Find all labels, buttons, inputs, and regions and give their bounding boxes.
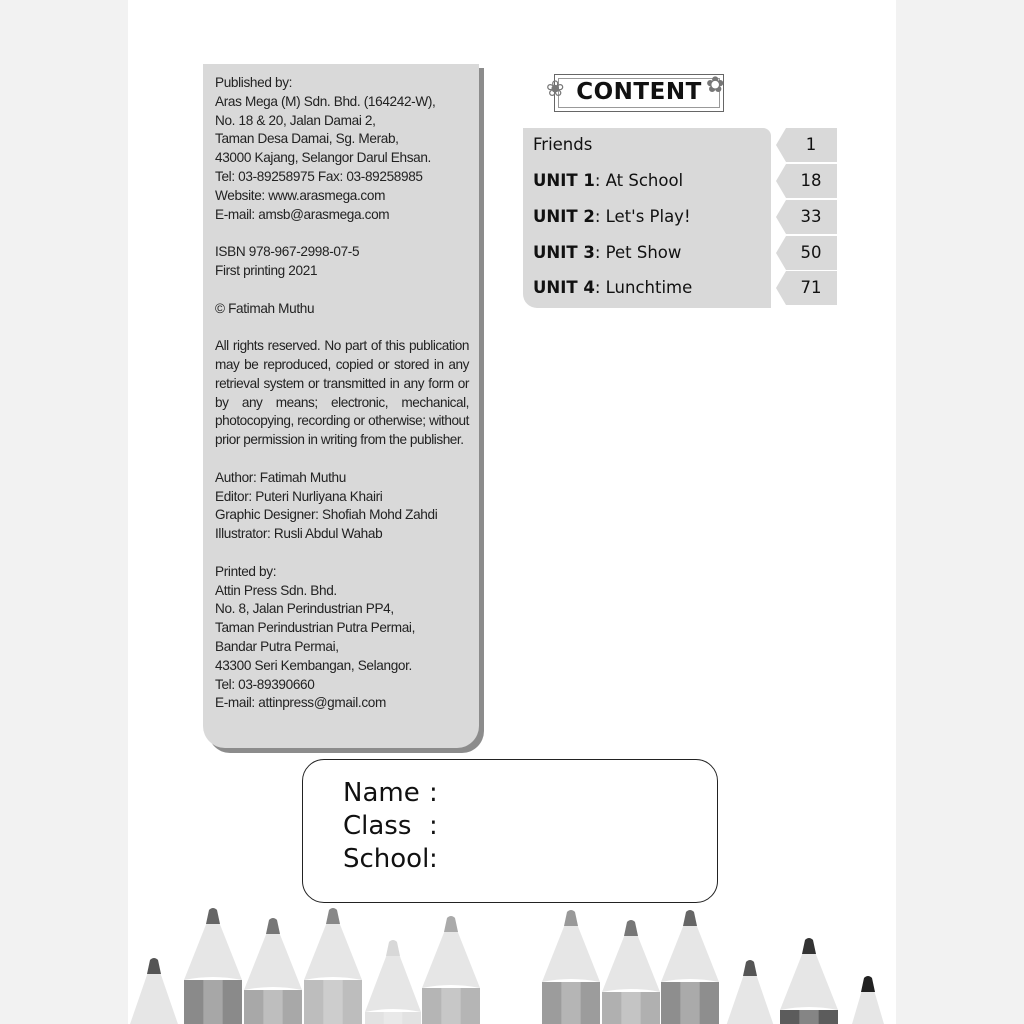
pencil-stripe xyxy=(561,982,580,1024)
toc-item-title: UNIT 4: Lunchtime xyxy=(533,278,693,297)
credit-line: Editor: Puteri Nurliyana Khairi xyxy=(215,488,383,504)
book-page xyxy=(128,0,896,1024)
copyright-block xyxy=(215,300,469,319)
printer-line: Printed by: xyxy=(215,563,277,579)
toc-item-unit-4[interactable] xyxy=(523,271,843,305)
toc-item-friends[interactable] xyxy=(523,128,843,162)
toc-item-unit-1[interactable] xyxy=(523,164,843,198)
publisher-line: Taman Desa Damai, Sg. Merab, xyxy=(215,131,399,147)
pencil-tip xyxy=(266,918,280,934)
pencil-tip xyxy=(147,958,161,974)
publisher-line: 43000 Kajang, Selangor Darul Ehsan. xyxy=(215,150,431,166)
publisher-line: Website: www.arasmega.com xyxy=(215,187,386,203)
printer-line: Attin Press Sdn. Bhd. xyxy=(215,582,337,598)
colored-pencil-border xyxy=(128,900,896,1024)
pencil-wood xyxy=(244,932,302,990)
pencil-wood xyxy=(422,930,480,988)
isbn-block xyxy=(215,243,469,281)
toc-page-number: 33 xyxy=(800,207,822,226)
toc-item-title: UNIT 1: At School xyxy=(533,171,684,190)
pencil-tip xyxy=(326,908,340,924)
flower-icon: ✿ xyxy=(706,72,725,97)
publisher-line: Published by: xyxy=(215,75,293,90)
credit-line: Author: Fatimah Muthu xyxy=(215,469,346,485)
publisher-line: Tel: 03-89258975 Fax: 03-89258985 xyxy=(215,168,423,184)
printer-line: Bandar Putra Permai, xyxy=(215,638,339,654)
school-label: School xyxy=(343,844,430,874)
contents-title: CONTENT xyxy=(576,79,702,105)
pencil-stripe xyxy=(621,992,640,1024)
pencil-stripe xyxy=(441,988,460,1024)
colon: : xyxy=(429,844,438,874)
publisher-line: No. 18 & 20, Jalan Damai 2, xyxy=(215,112,376,128)
printer-line: Taman Perindustrian Putra Permai, xyxy=(215,620,416,636)
pencil-stripe xyxy=(263,990,282,1024)
rights-statement: All rights reserved. No part of this publication may be reproduced, copied or stored in any retrieval system or transmitted in any form or by any means; electronic, mechanical, photocopying, recording or otherwise; without prior permission in writing from the publisher. xyxy=(215,338,469,448)
printer-line: 43300 Seri Kembangan, Selangor. xyxy=(215,657,412,673)
toc-page-number: 1 xyxy=(805,135,817,154)
toc-item-title: UNIT 3: Pet Show xyxy=(533,243,682,262)
school-field[interactable] xyxy=(343,844,438,874)
pencil-stripe xyxy=(680,982,699,1024)
class-field[interactable] xyxy=(343,811,438,841)
class-label: Class xyxy=(343,811,412,841)
pencil-wood xyxy=(304,922,362,980)
pencil-wood xyxy=(542,924,600,982)
credits-block xyxy=(215,469,469,544)
pencil-wood xyxy=(602,934,660,992)
contents-heading xyxy=(548,70,730,116)
pencil-tip xyxy=(624,920,638,936)
pencil-wood xyxy=(780,952,838,1010)
colon: : xyxy=(429,778,438,808)
pencil-tip xyxy=(386,940,400,956)
pencil-tip xyxy=(206,908,220,924)
toc-page-number: 18 xyxy=(800,171,822,190)
credit-line: Graphic Designer: Shofiah Mohd Zahdi xyxy=(215,507,438,523)
publisher-block xyxy=(215,74,469,224)
pencil-wood xyxy=(128,972,180,1024)
isbn-line: ISBN 978-967-2998-07-5 xyxy=(215,244,360,260)
printer-line: Tel: 03-89390660 xyxy=(215,676,315,692)
name-label: Name xyxy=(343,778,420,808)
credit-line: Illustrator: Rusli Abdul Wahab xyxy=(215,526,383,542)
toc-item-unit-2[interactable] xyxy=(523,200,843,234)
pencil-wood xyxy=(724,974,776,1024)
pencil-tip xyxy=(743,960,757,976)
imprint-panel xyxy=(203,64,479,748)
pencil-stripe xyxy=(323,980,342,1024)
publisher-line: E-mail: amsb@arasmega.com xyxy=(215,206,390,222)
flower-icon: ❀ xyxy=(546,76,565,101)
toc-page-number: 71 xyxy=(800,278,822,297)
pencil-stripe xyxy=(799,1010,818,1024)
pencil-tip xyxy=(564,910,578,926)
printer-line: E-mail: attinpress@gmail.com xyxy=(215,695,386,711)
pencil-wood xyxy=(661,924,719,982)
pencil-stripe xyxy=(384,1012,403,1024)
copyright-line: © Fatimah Muthu xyxy=(215,300,315,316)
toc-page-number: 50 xyxy=(800,243,822,262)
pencil-wood xyxy=(845,990,891,1024)
pencil-tip xyxy=(802,938,816,954)
publisher-line: Aras Mega (M) Sdn. Bhd. (164242-W), xyxy=(215,93,436,109)
pencil-tip xyxy=(444,916,458,932)
pencil-stripe xyxy=(203,980,222,1024)
pencil-tip xyxy=(861,976,875,992)
pencil-tip xyxy=(683,910,697,926)
toc-item-unit-3[interactable] xyxy=(523,236,843,270)
printing-line: First printing 2021 xyxy=(215,262,318,278)
pencil-wood xyxy=(184,922,242,980)
colon: : xyxy=(429,811,438,841)
pencil-wood xyxy=(365,954,421,1012)
toc-item-title: Friends xyxy=(533,135,593,154)
name-field[interactable] xyxy=(343,778,438,808)
printer-block xyxy=(215,563,469,713)
toc-item-title: UNIT 2: Let's Play! xyxy=(533,207,691,226)
printer-line: No. 8, Jalan Perindustrian PP4, xyxy=(215,601,394,617)
student-info-box xyxy=(302,759,718,903)
